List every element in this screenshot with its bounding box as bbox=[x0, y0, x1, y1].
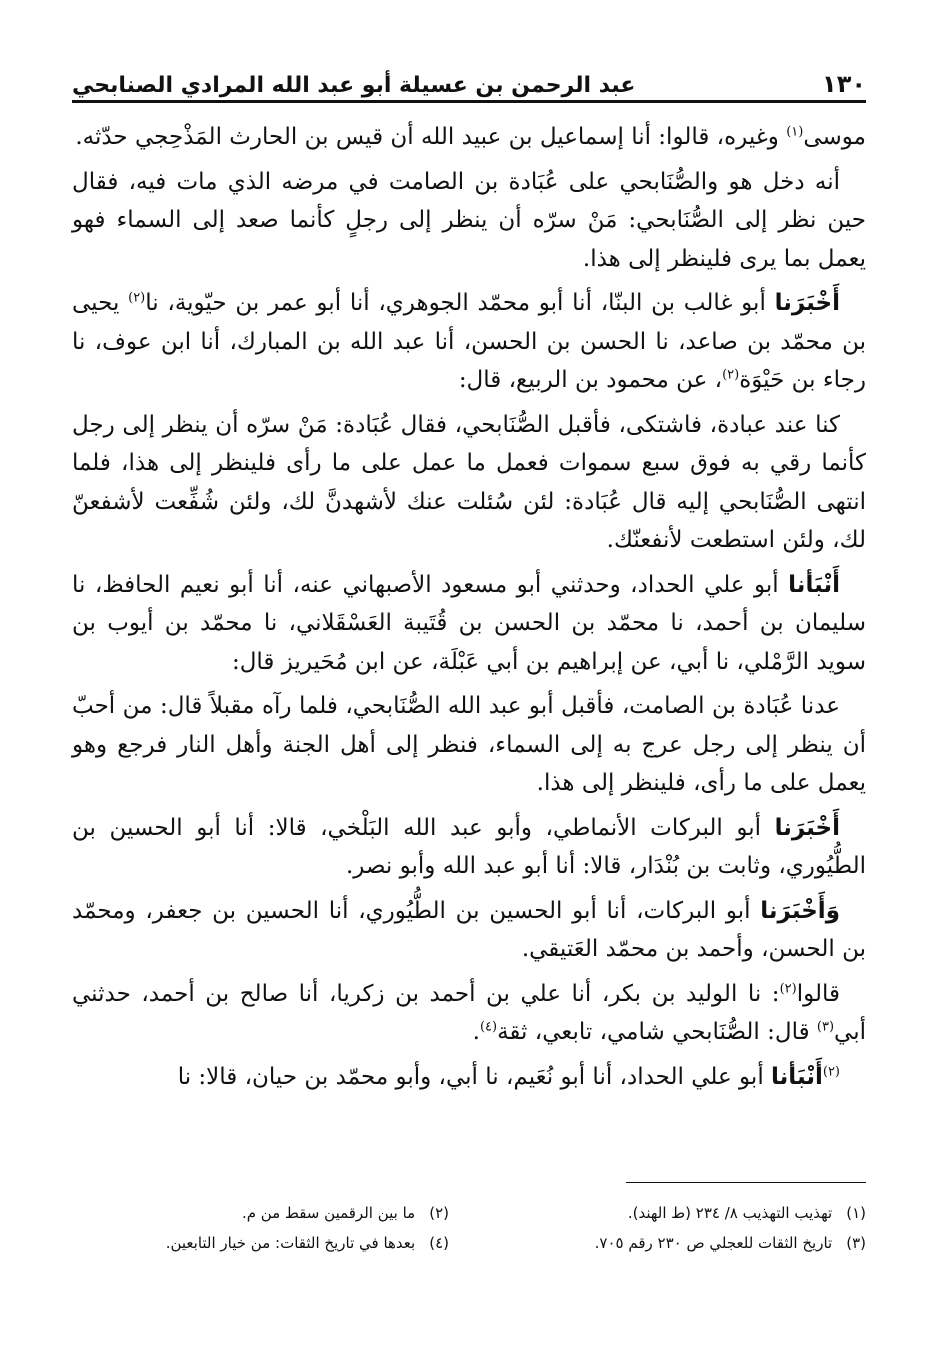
footnote-number: (١) bbox=[846, 1204, 866, 1222]
footnote-ref[interactable]: (٢) bbox=[128, 290, 146, 306]
footnote-text: بعدها في تاريخ الثقات: من خيار التابعين. bbox=[165, 1234, 416, 1252]
running-title: عبد الرحمن بن عسيلة أبو عبد الله المرادي الصنابحي bbox=[72, 73, 636, 98]
footnote-ref[interactable]: (١) bbox=[786, 124, 804, 140]
footnote-text: تهذيب التهذيب ٨/ ٢٣٤ (ط الهند). bbox=[627, 1204, 833, 1222]
paragraph-4: كنا عند عبادة، فاشتكى، فأقبل الصُّنَابحي، فقال عُبَادة: مَنْ سرّه أن ينظر إلى رجل كأنما رقي به فوق سبع سموات فعمل ما عمل على ما رأى فلينظر إلى هذا، فلما انتهى الصُّنَابحي إليه قال عُبَادة: لئن سُئلت عنك لأشهدنَّ لك، ولئن شُفِّعت لأشفعنّ لك، ولئن استطعت لأنفعنّك. bbox=[72, 411, 866, 553]
text: يحيى بن محمّد بن صاعد، نا الحسن بن الحسن، أنا عبد الله بن المبارك، أنا ابن عوف، نا رجاء بن حَيْوَة bbox=[72, 290, 866, 393]
text: موسى bbox=[803, 124, 866, 150]
paragraph-6: عدنا عُبَادة بن الصامت، فأقبل أبو عبد الله الصُّنَابحي، فلما رآه مقبلاً قال: من أحبّ أن ينظر إلى رجل عرج به إلى السماء، فنظر إلى أهل الجنة وأهل النار فرجع وهو يعمل على ما رأى، فلينظر إلى هذا. bbox=[72, 693, 866, 796]
text: أبو علي الحداد، أنا أبو نُعَيم، نا أبي، وأبو محمّد بن حيان، قالا: نا bbox=[177, 1063, 772, 1090]
text: أبو علي الحداد، وحدثني أبو مسعود الأصبهاني عنه، أنا أبو نعيم الحافظ، نا سليمان بن أحمد، نا محمّد بن الحسن بن قُتَيبة العَسْقَلاني، نا محمّد بن أيوب بن سويد الرَّمْلي، نا أبي، عن إبراهيم بن أبي عَبْلَة، عن ابن مُحَيريز قال: bbox=[72, 571, 866, 675]
text: وغيره، قالوا: أنا إسماعيل بن عبيد الله أن قيس بن الحارث المَذْحِجي حدّثه. bbox=[75, 124, 787, 150]
isnad-lead-word: أَنْبَأنا bbox=[771, 1063, 823, 1090]
footnote-ref[interactable]: (٢) bbox=[722, 367, 740, 383]
footnote-ref[interactable]: (٣) bbox=[816, 1019, 835, 1035]
footnote-3 bbox=[489, 1228, 866, 1258]
header-rule bbox=[72, 100, 866, 103]
isnad-lead-word: أَخْبَرَنا bbox=[774, 814, 840, 841]
text: أبو غالب بن البنّا، أنا أبو محمّد الجوهري، أنا أبو عمر بن حيّوية، نا bbox=[145, 290, 775, 316]
paragraph-10 bbox=[72, 1058, 866, 1097]
isnad-lead-word: أَنْبَأنا bbox=[788, 571, 840, 598]
footnote-text: ما بين الرقمين سقط من م. bbox=[241, 1204, 416, 1222]
text: . bbox=[472, 1019, 480, 1045]
footnote-separator bbox=[626, 1182, 866, 1183]
footnote-number: (٣) bbox=[846, 1234, 866, 1252]
text: قالوا bbox=[796, 980, 840, 1007]
footnote-ref[interactable]: (٢) bbox=[779, 980, 797, 996]
text: : نا الوليد بن بكر، أنا علي بن أحمد بن زكريا، أنا صالح بن أحمد، حدثني أبي bbox=[72, 980, 866, 1045]
footnote-2 bbox=[72, 1198, 449, 1228]
footnote-text: تاريخ الثقات للعجلي ص ٢٣٠ رقم ٧٠٥. bbox=[594, 1234, 833, 1252]
paragraph-7 bbox=[72, 809, 866, 886]
paragraph-3 bbox=[72, 284, 866, 400]
footnote-1 bbox=[489, 1198, 866, 1228]
paragraph-1 bbox=[72, 118, 866, 157]
main-text bbox=[72, 118, 866, 1102]
footnotes bbox=[72, 1198, 866, 1258]
footnote-number: (٤) bbox=[429, 1234, 449, 1252]
footnote-ref[interactable]: (٢) bbox=[822, 1063, 840, 1079]
text: أبو البركات الأنماطي، وأبو عبد الله البَلْخي، قالا: أنا أبو الحسين بن الطُّيُوري، وثابت بن بُنْدَار، قالا: أنا أبو عبد الله وأبو نصر. bbox=[72, 814, 866, 879]
paragraph-5 bbox=[72, 566, 866, 682]
footnote-4 bbox=[72, 1228, 449, 1258]
isnad-lead-word: وَأَخْبَرَنا bbox=[760, 897, 840, 924]
text: ، عن محمود بن الربيع، قال: bbox=[458, 367, 723, 393]
paragraph-2: أنه دخل هو والصُّنَابحي على عُبَادة بن الصامت في مرضه الذي مات فيه، فقال حين نظر إلى الصُّنَابحي: مَنْ سرّه أن ينظر إلى رجلٍ كأنما صعد إلى السماء فهو يعمل بما يرى فلينظر إلى هذا. bbox=[72, 168, 866, 272]
text: أبو البركات، أنا أبو الحسين بن الطُّيُوري، أنا الحسين بن جعفر، ومحمّد بن الحسن، وأحمد بن محمّد العَتيقي. bbox=[72, 897, 866, 962]
page-number: ١٣٠ bbox=[822, 70, 866, 98]
page-header bbox=[72, 58, 866, 98]
text: قال: الصُّنَابحي شامي، تابعي، ثقة bbox=[497, 1019, 817, 1045]
paragraph-8 bbox=[72, 892, 866, 969]
isnad-lead-word: أَخْبَرَنا bbox=[774, 290, 841, 316]
footnote-ref[interactable]: (٤) bbox=[479, 1019, 498, 1035]
paragraph-9 bbox=[72, 975, 866, 1052]
footnote-number: (٢) bbox=[429, 1204, 449, 1222]
